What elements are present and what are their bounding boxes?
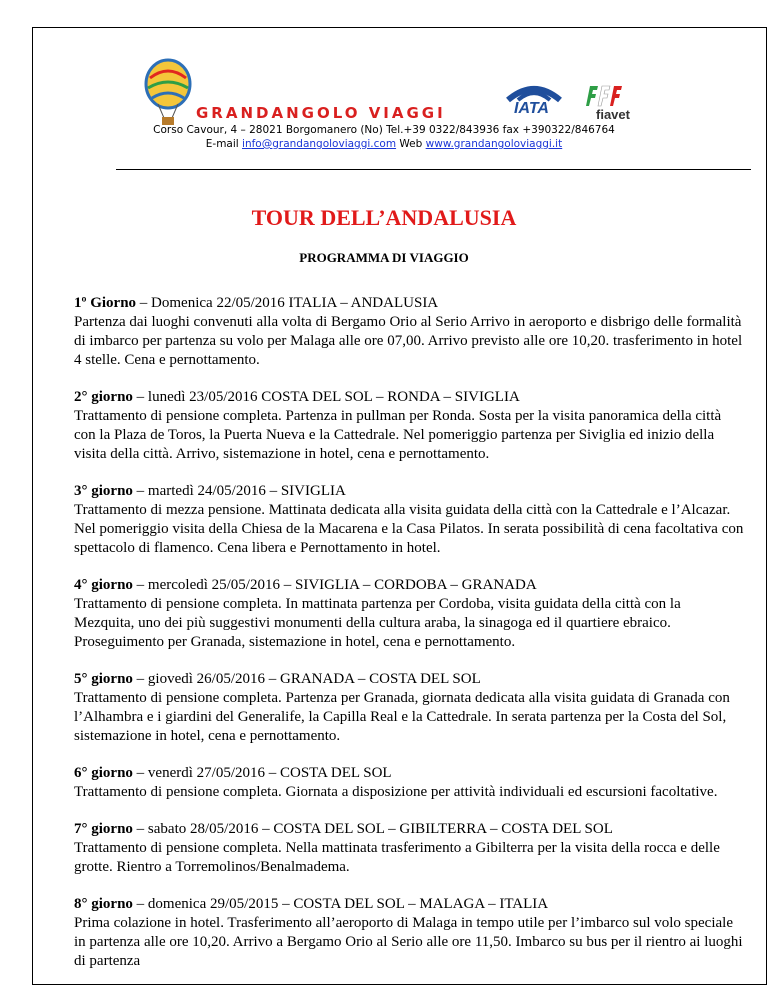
itinerary [74, 294, 744, 989]
day-heading [74, 482, 744, 501]
day-title: – Domenica 22/05/2016 ITALIA – ANDALUSIA [136, 295, 439, 311]
day-description: Trattamento di pensione completa. In mattinata partenza per Cordoba, visita guidata della città con la Mezquita, uno dei più suggestivi monumenti della cultura araba, la sinagoga ed il quartiere ebraico. Proseguimento per Granada, sistemazione in hotel, cena e pernottamento. [74, 596, 681, 650]
day-description: Trattamento di pensione completa. Nella mattinata trasferimento a Gibilterra per la visita della rocca e delle grotte. Rientro a Torremolinos/Benalmadema. [74, 840, 720, 875]
day-description: Trattamento di mezza pensione. Mattinata dedicata alla visita guidata della città con la Cattedrale e l’Alcazar. Nel pomeriggio visita della Chiesa de la Macarena e la Casa Pilatos. In serata possibilità di cena facoltativa con spettacolo di flamenco. Cena libera e Pernottamento in hotel. [74, 502, 744, 556]
day-title: – martedì 24/05/2016 – SIVIGLIA [132, 483, 346, 499]
address-line: Corso Cavour, 4 – 28021 Borgomanero (No) Tel.+39 0322/843936 fax +390322/846764 [153, 124, 615, 136]
day-6 [74, 764, 744, 802]
day-2 [74, 388, 744, 464]
day-description: Trattamento di pensione completa. Partenza in pullman per Ronda. Sosta per la visita panoramica della città con la Plaza de Toros, la Puerta Nueva e la Cattedrale. Nel pomeriggio partenza per Siviglia ed inizio della visita della città. Arrivo, sistemazione in hotel, cena e pernottamento. [74, 408, 722, 462]
day-label: 7° giorno [74, 821, 133, 837]
day-8 [74, 895, 744, 971]
day-title: – mercoledì 25/05/2016 – SIVIGLIA – CORDOBA – GRANADA [132, 577, 537, 593]
page-title: TOUR DELL’ANDALUSIA [251, 205, 517, 230]
day-heading [74, 294, 744, 313]
day-title: – sabato 28/05/2016 – COSTA DEL SOL – GIBILTERRA – COSTA DEL SOL [132, 821, 613, 837]
day-heading [74, 764, 744, 783]
day-5 [74, 670, 744, 746]
email-link[interactable]: info@grandangoloviaggi.com [242, 138, 397, 150]
day-label: 5° giorno [74, 671, 133, 687]
iata-label: IATA [514, 100, 549, 117]
day-title: – giovedì 26/05/2016 – GRANADA – COSTA DEL SOL [132, 671, 481, 687]
day-description: Partenza dai luoghi convenuti alla volta di Bergamo Orio al Serio Arrivo in aeroporto e disbrigo delle formalità di imbarco per partenza su volo per Malaga alle ore 07,00. Arrivo previsto alle ore 10,20. trasferimento in hotel 4 stelle. Cena e pernottamento. [74, 314, 743, 368]
balloon-logo-icon [140, 58, 196, 128]
email-label: E-mail [205, 138, 243, 150]
day-heading [74, 388, 744, 407]
day-heading [74, 576, 744, 595]
day-7 [74, 820, 744, 877]
web-link[interactable]: www.grandangoloviaggi.it [425, 138, 563, 150]
day-title: – domenica 29/05/2015 – COSTA DEL SOL – MALAGA – ITALIA [132, 896, 549, 912]
day-heading [74, 820, 744, 839]
day-description: Prima colazione in hotel. Trasferimento all’aeroporto di Malaga in tempo utile per l’imbarco sul volo speciale in partenza alle ore 10,20. Arrivo a Bergamo Orio al Serio alle ore 11,50. Imbarco su bus per il rientro ai luoghi di partenza [74, 915, 743, 969]
day-4 [74, 576, 744, 652]
day-title: – lunedì 23/05/2016 COSTA DEL SOL – RONDA – SIVIGLIA [132, 389, 520, 405]
header-divider [116, 169, 751, 170]
day-label: 4° giorno [74, 577, 133, 593]
day-label: 2° giorno [74, 389, 133, 405]
contact-line [0, 138, 768, 150]
day-label: 8° giorno [74, 896, 133, 912]
day-label: 3° giorno [74, 483, 133, 499]
day-title: – venerdì 27/05/2016 – COSTA DEL SOL [132, 765, 392, 781]
fiavet-logo-icon [584, 82, 628, 108]
day-1 [74, 294, 744, 370]
day-description: Trattamento di pensione completa. Partenza per Granada, giornata dedicata alla visita guidata di Granada con l’Alhambra e i giardini del Generalife, la Capilla Real e la Cattedrale. In serata partenza per la Costa del Sol, sistemazione in hotel, cena e pernottamento. [74, 690, 730, 744]
brand-name: GRANDANGOLO VIAGGI [196, 104, 446, 122]
fiavet-label: fiavet [596, 107, 630, 122]
day-description: Trattamento di pensione completa. Giornata a disposizione per attività individuali ed escursioni facoltative. [74, 784, 718, 800]
day-label: 1º Giorno [74, 295, 137, 311]
day-label: 6° giorno [74, 765, 133, 781]
day-heading [74, 670, 744, 689]
page-subtitle: PROGRAMMA DI VIAGGIO [299, 250, 469, 265]
web-label: Web [396, 138, 426, 150]
day-heading [74, 895, 744, 914]
day-3 [74, 482, 744, 558]
